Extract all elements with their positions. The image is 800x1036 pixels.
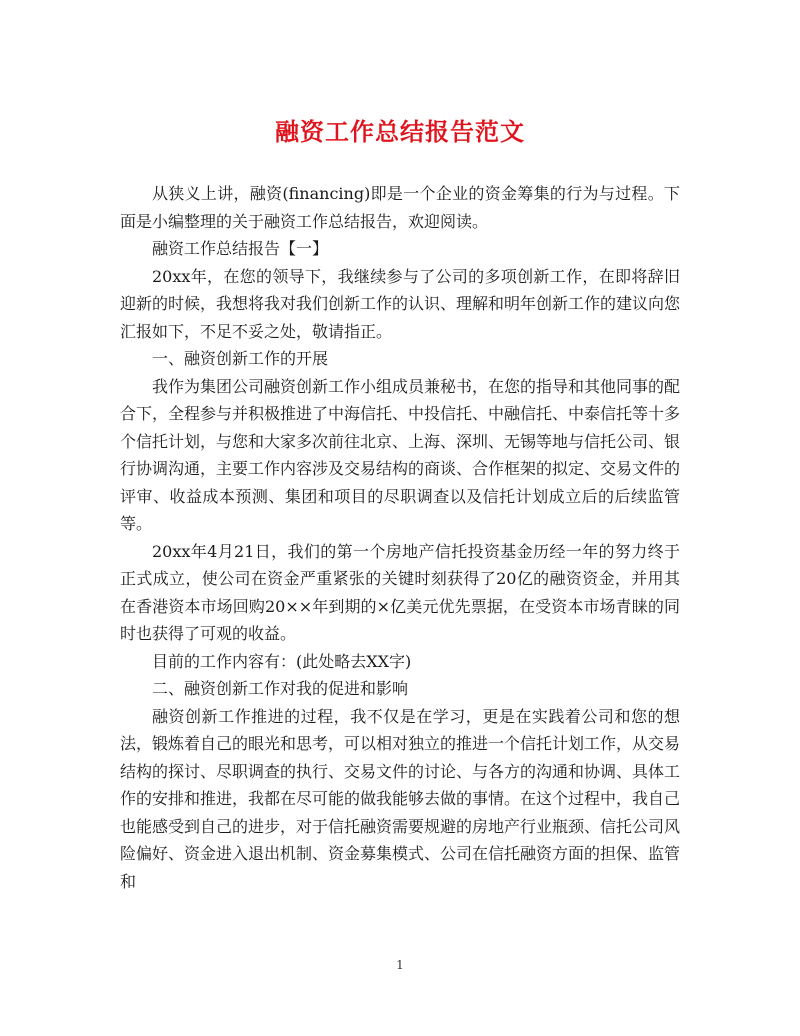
- paragraph-current-work: 目前的工作内容有：(此处略去XX字): [152, 651, 412, 671]
- paragraph-secretary-role: 我作为集团公司融资创新工作小组成员兼秘书，在您的指导和其他同事的配合下，全程参与并积极推进了中海信托、中投信托、中融信托、中泰信托等十多个信托计划，与您和大家多次前往北京、上海、深圳、无锡等地与信托公司、银行协调沟通，主要工作内容涉及交易结构的商谈、合作框架的拟定、交易文件的评审、收益成本预测、集团和项目的尽职调查以及信托计划成立后的后续监管等。: [120, 376, 681, 533]
- section-heading-2: 二、融资创新工作对我的促进和影响: [152, 679, 409, 698]
- page-number: 1: [396, 958, 404, 972]
- paragraph-opening: 20xx年，在您的领导下，我继续参与了公司的多项创新工作，在即将辞旧迎新的时候，我想将我对我们创新工作的认识、理解和明年创新工作的建议向您汇报如下，不足不妥之处，敬请指正。: [120, 266, 681, 341]
- paragraph-progress: 融资创新工作推进的过程，我不仅是在学习，更是在实践着公司和您的想法，锻炼着自己的眼光和思考，可以相对独立的推进一个信托计划工作，从交易结构的探讨、尽职调查的执行、交易文件的讨论、与各方的沟通和协调、具体工作的安排和推进，我都在尽可能的做我能够去做的事情。在这个过程中，我自己也能感受到自己的进步，对于信托融资需要规避的房地产行业瓶颈、信托公司风险偏好、资金进入退出机制、资金募集模式、公司在信托融资方面的担保、监管和: [120, 706, 681, 891]
- report-heading-1: 融资工作总结报告【一】: [152, 239, 329, 258]
- document-title: 融资工作总结报告范文: [275, 117, 525, 146]
- paragraph-trust-fund: 20xx年4月21日，我们的第一个房地产信托投资基金历经一年的努力终于正式成立，使公司在资金严重紧张的关键时刻获得了20亿的融资资金，并用其在香港资本市场回购20××年到期的×亿美元优先票据，在受资本市场青睐的同时也获得了可观的收益。: [120, 541, 680, 643]
- section-heading-1: 一、融资创新工作的开展: [152, 349, 329, 368]
- intro-paragraph: 从狭义上讲，融资(financing)即是一个企业的资金筹集的行为与过程。下面是小编整理的关于融资工作总结报告，欢迎阅读。: [120, 184, 680, 231]
- document-body: [120, 180, 680, 895]
